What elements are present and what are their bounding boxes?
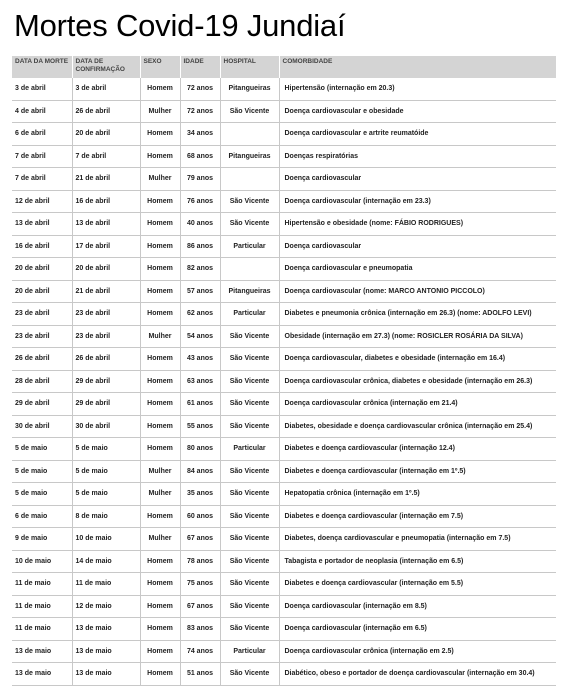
hospital-cell xyxy=(220,168,279,191)
confirmation-date-cell: 14 de maio xyxy=(72,550,140,573)
age-cell: 83 anos xyxy=(180,618,220,641)
comorbidity-cell: Diabetes e doença cardiovascular (internação 12.4) xyxy=(279,438,556,461)
table-row xyxy=(12,145,556,168)
confirmation-date-cell: 5 de maio xyxy=(72,483,140,506)
age-cell: 75 anos xyxy=(180,573,220,596)
age-cell: 61 anos xyxy=(180,393,220,416)
age-cell: 51 anos xyxy=(180,663,220,686)
death-date-cell: 9 de maio xyxy=(12,528,72,551)
age-cell: 62 anos xyxy=(180,303,220,326)
sex-cell: Homem xyxy=(140,78,180,100)
age-cell: 55 anos xyxy=(180,415,220,438)
table-row xyxy=(12,505,556,528)
death-date-cell: 5 de maio xyxy=(12,438,72,461)
age-cell: 43 anos xyxy=(180,348,220,371)
confirmation-date-cell: 7 de abril xyxy=(72,145,140,168)
hospital-cell: São Vicente xyxy=(220,618,279,641)
confirmation-date-cell: 16 de abril xyxy=(72,190,140,213)
confirmation-date-cell: 21 de abril xyxy=(72,168,140,191)
comorbidity-cell: Doença cardiovascular (internação em 8.5) xyxy=(279,595,556,618)
table-row xyxy=(12,415,556,438)
confirmation-date-cell: 10 de maio xyxy=(72,528,140,551)
comorbidity-cell: Diabetes e doença cardiovascular (internação em 7.5) xyxy=(279,505,556,528)
death-date-cell: 5 de maio xyxy=(12,460,72,483)
hospital-cell: São Vicente xyxy=(220,370,279,393)
sex-cell: Homem xyxy=(140,213,180,236)
age-cell: 34 anos xyxy=(180,123,220,146)
death-date-cell: 5 de maio xyxy=(12,483,72,506)
table-row xyxy=(12,438,556,461)
confirmation-date-cell: 30 de abril xyxy=(72,415,140,438)
sex-cell: Homem xyxy=(140,280,180,303)
table-row xyxy=(12,168,556,191)
sex-cell: Homem xyxy=(140,595,180,618)
hospital-cell: São Vicente xyxy=(220,573,279,596)
hospital-cell: São Vicente xyxy=(220,550,279,573)
table-row xyxy=(12,280,556,303)
comorbidity-cell: Diabetes e doença cardiovascular (internação em 5.5) xyxy=(279,573,556,596)
death-date-cell: 12 de abril xyxy=(12,190,72,213)
hospital-cell: São Vicente xyxy=(220,663,279,686)
table-row xyxy=(12,190,556,213)
confirmation-date-cell: 12 de maio xyxy=(72,595,140,618)
table-row xyxy=(12,303,556,326)
sex-cell: Mulher xyxy=(140,325,180,348)
sex-cell: Mulher xyxy=(140,528,180,551)
comorbidity-cell: Doença cardiovascular e obesidade xyxy=(279,100,556,123)
death-date-cell: 23 de abril xyxy=(12,303,72,326)
hospital-cell: São Vicente xyxy=(220,528,279,551)
death-date-cell: 30 de abril xyxy=(12,415,72,438)
hospital-cell: São Vicente xyxy=(220,415,279,438)
confirmation-date-cell: 26 de abril xyxy=(72,100,140,123)
comorbidity-cell: Hipertensão (internação em 20.3) xyxy=(279,78,556,100)
comorbidity-cell: Doença cardiovascular crônica (internação em 21.4) xyxy=(279,393,556,416)
header-age: IDADE xyxy=(180,56,220,78)
age-cell: 72 anos xyxy=(180,100,220,123)
death-date-cell: 6 de abril xyxy=(12,123,72,146)
hospital-cell: Particular xyxy=(220,303,279,326)
comorbidity-cell: Diabetes, doença cardiovascular e pneumopatia (internação em 7.5) xyxy=(279,528,556,551)
death-date-cell: 26 de abril xyxy=(12,348,72,371)
death-date-cell: 13 de maio xyxy=(12,640,72,663)
table-row xyxy=(12,123,556,146)
header-comorbidity: COMORBIDADE xyxy=(279,56,556,78)
table-row xyxy=(12,393,556,416)
age-cell: 76 anos xyxy=(180,190,220,213)
header-sex: SEXO xyxy=(140,56,180,78)
hospital-cell: São Vicente xyxy=(220,393,279,416)
age-cell: 35 anos xyxy=(180,483,220,506)
sex-cell: Homem xyxy=(140,303,180,326)
age-cell: 68 anos xyxy=(180,145,220,168)
comorbidity-cell: Diabético, obeso e portador de doença cardiovascular (internação em 30.4) xyxy=(279,663,556,686)
hospital-cell: Particular xyxy=(220,438,279,461)
age-cell: 63 anos xyxy=(180,370,220,393)
confirmation-date-cell: 13 de maio xyxy=(72,640,140,663)
death-date-cell: 10 de maio xyxy=(12,550,72,573)
death-date-cell: 11 de maio xyxy=(12,618,72,641)
age-cell: 86 anos xyxy=(180,235,220,258)
confirmation-date-cell: 20 de abril xyxy=(72,258,140,281)
confirmation-date-cell: 5 de maio xyxy=(72,460,140,483)
table-row xyxy=(12,483,556,506)
death-date-cell: 13 de abril xyxy=(12,213,72,236)
page-title: Mortes Covid-19 Jundiaí xyxy=(14,8,346,43)
sex-cell: Homem xyxy=(140,573,180,596)
sex-cell: Homem xyxy=(140,123,180,146)
sex-cell: Mulher xyxy=(140,483,180,506)
sex-cell: Homem xyxy=(140,415,180,438)
table-header xyxy=(12,56,556,78)
sex-cell: Mulher xyxy=(140,100,180,123)
death-date-cell: 6 de maio xyxy=(12,505,72,528)
confirmation-date-cell: 23 de abril xyxy=(72,325,140,348)
confirmation-date-cell: 20 de abril xyxy=(72,123,140,146)
sex-cell: Homem xyxy=(140,190,180,213)
age-cell: 57 anos xyxy=(180,280,220,303)
death-date-cell: 20 de abril xyxy=(12,280,72,303)
table-row xyxy=(12,100,556,123)
hospital-cell xyxy=(220,258,279,281)
comorbidity-cell: Doença cardiovascular crônica (internação em 2.5) xyxy=(279,640,556,663)
comorbidity-cell: Obesidade (internação em 27.3) (nome: ROSICLER ROSÁRIA DA SILVA) xyxy=(279,325,556,348)
age-cell: 82 anos xyxy=(180,258,220,281)
age-cell: 78 anos xyxy=(180,550,220,573)
age-cell: 79 anos xyxy=(180,168,220,191)
death-date-cell: 3 de abril xyxy=(12,78,72,100)
table-row xyxy=(12,618,556,641)
header-confirmation-date: DATA DE CONFIRMAÇÃO xyxy=(72,56,140,78)
table-row xyxy=(12,550,556,573)
hospital-cell: São Vicente xyxy=(220,460,279,483)
comorbidity-cell: Hepatopatia crônica (internação em 1º.5) xyxy=(279,483,556,506)
hospital-cell: Particular xyxy=(220,640,279,663)
sex-cell: Homem xyxy=(140,663,180,686)
comorbidity-cell: Doença cardiovascular (nome: MARCO ANTONIO PICCOLO) xyxy=(279,280,556,303)
comorbidity-cell: Doença cardiovascular, diabetes e obesidade (internação em 16.4) xyxy=(279,348,556,371)
confirmation-date-cell: 17 de abril xyxy=(72,235,140,258)
confirmation-date-cell: 23 de abril xyxy=(72,303,140,326)
comorbidity-cell: Doença cardiovascular xyxy=(279,168,556,191)
sex-cell: Homem xyxy=(140,258,180,281)
sex-cell: Homem xyxy=(140,393,180,416)
comorbidity-cell: Doença cardiovascular (internação em 6.5) xyxy=(279,618,556,641)
hospital-cell: São Vicente xyxy=(220,505,279,528)
age-cell: 80 anos xyxy=(180,438,220,461)
confirmation-date-cell: 13 de maio xyxy=(72,663,140,686)
comorbidity-cell: Diabetes e doença cardiovascular (internação em 1º.5) xyxy=(279,460,556,483)
age-cell: 40 anos xyxy=(180,213,220,236)
table-body xyxy=(12,78,556,685)
age-cell: 67 anos xyxy=(180,595,220,618)
hospital-cell: Particular xyxy=(220,235,279,258)
sex-cell: Homem xyxy=(140,550,180,573)
age-cell: 74 anos xyxy=(180,640,220,663)
death-date-cell: 29 de abril xyxy=(12,393,72,416)
table-row xyxy=(12,370,556,393)
age-cell: 84 anos xyxy=(180,460,220,483)
hospital-cell xyxy=(220,123,279,146)
hospital-cell: Pitangueiras xyxy=(220,145,279,168)
comorbidity-cell: Doença cardiovascular (internação em 23.3) xyxy=(279,190,556,213)
sex-cell: Homem xyxy=(140,618,180,641)
age-cell: 72 anos xyxy=(180,78,220,100)
header-death-date: DATA DA MORTE xyxy=(12,56,72,78)
table-row xyxy=(12,78,556,100)
death-date-cell: 4 de abril xyxy=(12,100,72,123)
hospital-cell: Pitangueiras xyxy=(220,280,279,303)
table-row xyxy=(12,595,556,618)
hospital-cell: São Vicente xyxy=(220,595,279,618)
hospital-cell: Pitangueiras xyxy=(220,78,279,100)
comorbidity-cell: Diabetes e pneumonia crônica (internação em 26.3) (nome: ADOLFO LEVI) xyxy=(279,303,556,326)
hospital-cell: São Vicente xyxy=(220,325,279,348)
confirmation-date-cell: 13 de maio xyxy=(72,618,140,641)
sex-cell: Homem xyxy=(140,348,180,371)
death-date-cell: 13 de maio xyxy=(12,663,72,686)
hospital-cell: São Vicente xyxy=(220,213,279,236)
death-date-cell: 7 de abril xyxy=(12,145,72,168)
death-date-cell: 20 de abril xyxy=(12,258,72,281)
sex-cell: Mulher xyxy=(140,460,180,483)
table-row xyxy=(12,235,556,258)
comorbidity-cell: Hipertensão e obesidade (nome: FÁBIO RODRIGUES) xyxy=(279,213,556,236)
sex-cell: Mulher xyxy=(140,168,180,191)
hospital-cell: São Vicente xyxy=(220,100,279,123)
comorbidity-cell: Doenças respiratórias xyxy=(279,145,556,168)
death-date-cell: 16 de abril xyxy=(12,235,72,258)
confirmation-date-cell: 11 de maio xyxy=(72,573,140,596)
table-row xyxy=(12,325,556,348)
comorbidity-cell: Doença cardiovascular xyxy=(279,235,556,258)
sex-cell: Homem xyxy=(140,505,180,528)
hospital-cell: São Vicente xyxy=(220,348,279,371)
death-date-cell: 23 de abril xyxy=(12,325,72,348)
hospital-cell: São Vicente xyxy=(220,190,279,213)
comorbidity-cell: Tabagista e portador de neoplasia (internação em 6.5) xyxy=(279,550,556,573)
header-row xyxy=(12,56,556,78)
age-cell: 60 anos xyxy=(180,505,220,528)
table-row xyxy=(12,573,556,596)
sex-cell: Homem xyxy=(140,438,180,461)
confirmation-date-cell: 3 de abril xyxy=(72,78,140,100)
confirmation-date-cell: 29 de abril xyxy=(72,393,140,416)
sex-cell: Homem xyxy=(140,370,180,393)
sex-cell: Homem xyxy=(140,640,180,663)
hospital-cell: São Vicente xyxy=(220,483,279,506)
confirmation-date-cell: 5 de maio xyxy=(72,438,140,461)
confirmation-date-cell: 8 de maio xyxy=(72,505,140,528)
comorbidity-cell: Doença cardiovascular e artrite reumatóide xyxy=(279,123,556,146)
table-row xyxy=(12,663,556,686)
table-row xyxy=(12,528,556,551)
table-row xyxy=(12,460,556,483)
age-cell: 67 anos xyxy=(180,528,220,551)
age-cell: 54 anos xyxy=(180,325,220,348)
confirmation-date-cell: 13 de abril xyxy=(72,213,140,236)
confirmation-date-cell: 26 de abril xyxy=(72,348,140,371)
death-date-cell: 11 de maio xyxy=(12,573,72,596)
death-date-cell: 11 de maio xyxy=(12,595,72,618)
table-row xyxy=(12,640,556,663)
deaths-table xyxy=(12,56,557,686)
sex-cell: Homem xyxy=(140,235,180,258)
table-row xyxy=(12,213,556,236)
confirmation-date-cell: 29 de abril xyxy=(72,370,140,393)
comorbidity-cell: Diabetes, obesidade e doença cardiovascular crônica (internação em 25.4) xyxy=(279,415,556,438)
comorbidity-cell: Doença cardiovascular crônica, diabetes e obesidade (internação em 26.3) xyxy=(279,370,556,393)
table-row xyxy=(12,348,556,371)
comorbidity-cell: Doença cardiovascular e pneumopatia xyxy=(279,258,556,281)
death-date-cell: 28 de abril xyxy=(12,370,72,393)
table-row xyxy=(12,258,556,281)
confirmation-date-cell: 21 de abril xyxy=(72,280,140,303)
header-hospital: HOSPITAL xyxy=(220,56,279,78)
sex-cell: Homem xyxy=(140,145,180,168)
death-date-cell: 7 de abril xyxy=(12,168,72,191)
